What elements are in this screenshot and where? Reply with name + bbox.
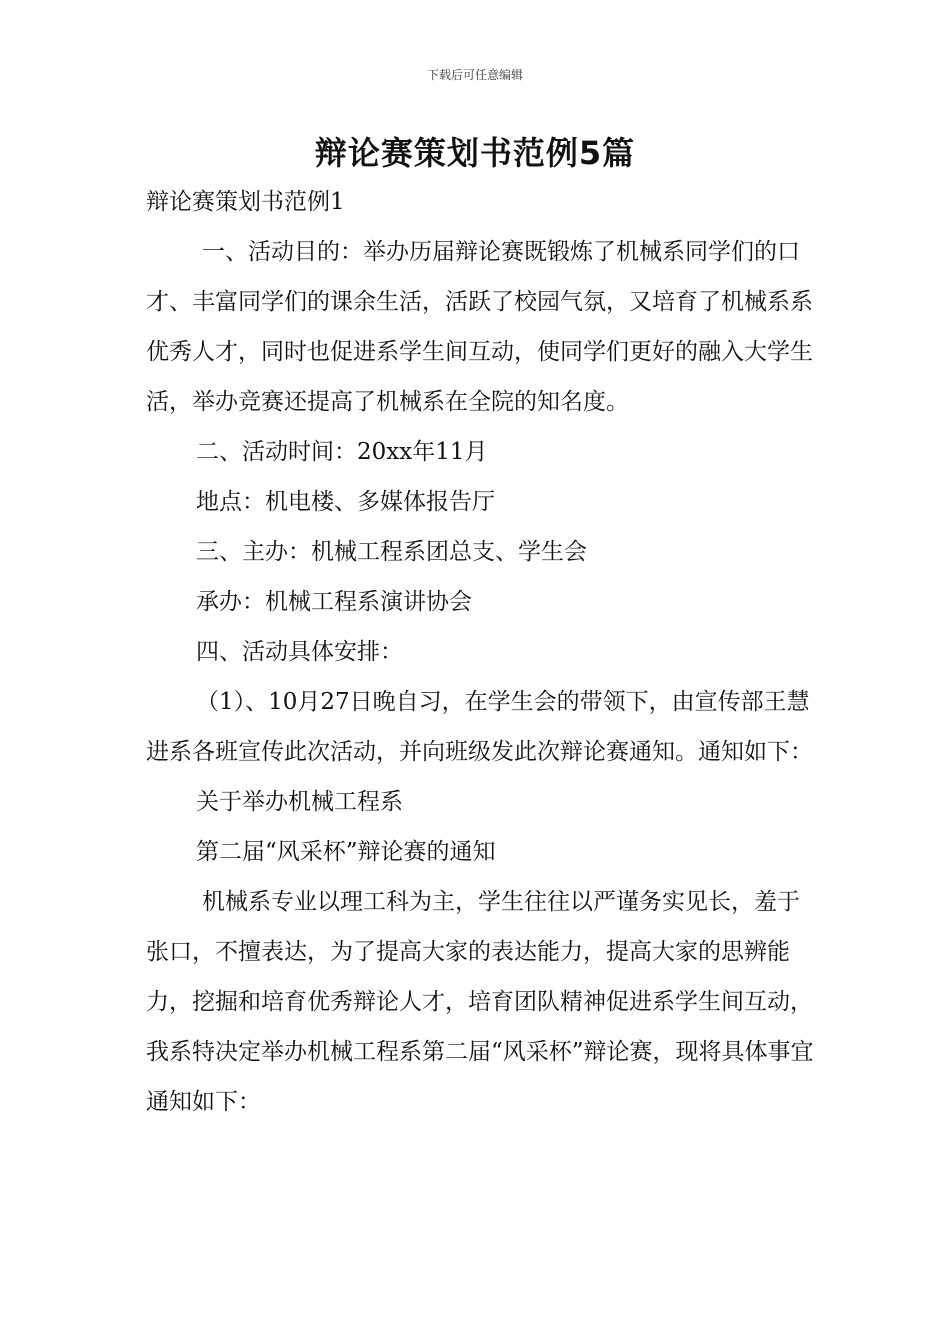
paragraph-notice-body: 机械系专业以理工科为主，学生往往以严谨务实见长，羞于张口，不擅表达，为了提高大家的表达能力，提高大家的思辨能力，挖掘和培育优秀辩论人才，培育团队精神促进系学生间互动，我系特决定举办机械工程系第二届“风采杯”辩论赛，现将具体事宜通知如下： [146, 889, 814, 1115]
document-title: 辩论赛策划书范例5篇 [314, 134, 636, 172]
header-note: 下载后可任意编辑 [426, 68, 523, 82]
document-body [146, 177, 816, 1127]
paragraph-time: 二、活动时间：20xx年11月 [196, 439, 488, 465]
paragraph-arrangement: 四、活动具体安排： [196, 639, 403, 665]
paragraph-step-1: （1）、10月27日晚自习，在学生会的带领下，由宣传部王慧进系各班宣传此次活动，并向班级发此次辩论赛通知。通知如下： [146, 689, 813, 765]
paragraph-co-organizer: 承办：机械工程系演讲协会 [196, 589, 472, 615]
section-subtitle: 辩论赛策划书范例1 [146, 189, 345, 215]
paragraph-organizer: 三、主办：机械工程系团总支、学生会 [196, 539, 587, 565]
paragraph-notice-heading-2: 第二届“风采杯”辩论赛的通知 [196, 839, 496, 865]
paragraph-notice-heading-1: 关于举办机械工程系 [196, 789, 403, 815]
paragraph-purpose: 一、活动目的：举办历届辩论赛既锻炼了机械系同学们的口才、丰富同学们的课余生活，活跃了校园气氛，又培育了机械系系优秀人才，同时也促进系学生间互动，使同学们更好的融入大学生活，举办竞赛还提高了机械系在全院的知名度。 [146, 239, 813, 415]
paragraph-location: 地点：机电楼、多媒体报告厅 [196, 489, 495, 515]
